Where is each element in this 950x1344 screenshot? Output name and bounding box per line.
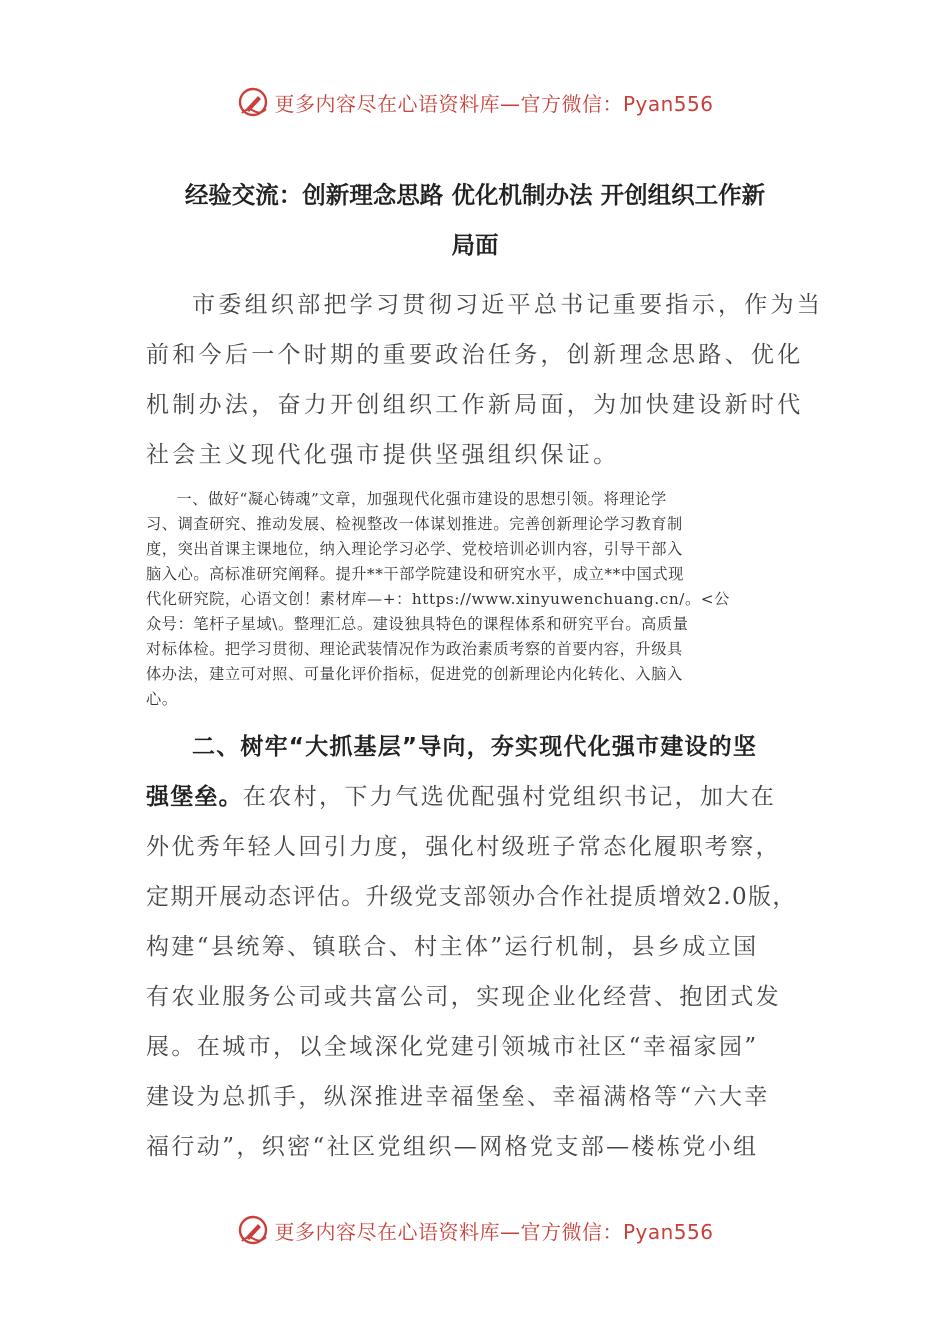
- section-2-line: 有农业服务公司或共富公司，实现企业化经营、抱团式发: [146, 984, 781, 1010]
- section-1-line: 对标体检。把学习贯彻、理论武装情况作为政治素质考察的首要内容，升级具: [146, 640, 683, 658]
- header-banner-text: 更多内容尽在心语资料库—官方微信：Pyan556: [274, 91, 714, 116]
- section-2-line: 建设为总抓手，纵深推进幸福堡垒、幸福满格等“六大幸: [146, 1084, 770, 1110]
- pen-logo-icon: [236, 1213, 270, 1247]
- section-1-line: 习、调查研究、推动发展、检视整改一体谋划推进。完善创新理论学习教育制: [146, 515, 683, 533]
- section-1-line: 体办法，建立可对照、可量化评价指标，促进党的创新理论内化转化、入脑入: [146, 665, 683, 683]
- section-2-heading-end: 强堡垒。: [146, 784, 243, 810]
- section-1-line: 心。: [146, 690, 178, 708]
- section-1-paragraph: [146, 487, 812, 712]
- intro-line: 市委组织部把学习贯彻习近平总书记重要指示，作为当: [192, 292, 824, 318]
- document-title-line-2: 局面: [451, 231, 499, 259]
- section-2-heading: 二、树牢“大抓基层”导向，夯实现代化强市建设的坚: [192, 734, 758, 760]
- footer-banner: [0, 1210, 950, 1250]
- section-1-line: 一、做好“凝心铸魂”文章，加强现代化强市建设的思想引领。将理论学: [176, 490, 667, 508]
- intro-line: 机制办法，奋力开创组织工作新局面，为加快建设新时代: [146, 392, 804, 418]
- intro-line: 前和今后一个时期的重要政治任务，创新理念思路、优化: [146, 342, 804, 368]
- section-2-line: 外优秀年轻人回引力度，强化村级班子常态化履职考察，: [146, 834, 781, 860]
- section-2-paragraph: [146, 722, 812, 1172]
- section-2-line: 福行动”，织密“社区党组织—网格党支部—楼栋党小组: [146, 1134, 759, 1160]
- intro-line: 社会主义现代化强市提供坚强组织保证。: [146, 442, 620, 468]
- footer-banner-text: 更多内容尽在心语资料库—官方微信：Pyan556: [274, 1219, 714, 1244]
- section-1-line: 众号：笔杆子星域\。整理汇总。建设独具特色的课程体系和研究平台。高质量: [146, 615, 689, 633]
- section-2-line: 定期开展动态评估。升级党支部领办合作社提质增效2.0版，: [146, 884, 797, 910]
- section-1-line: 代化研究院，心语文创！素材库—+：https://www.xinyuwenchuang.cn/。<公: [146, 590, 730, 608]
- section-2-line: 在农村，下力气选优配强村党组织书记，加大在: [242, 784, 777, 810]
- pen-logo-icon: [236, 85, 270, 119]
- section-2-line: 构建“县统筹、镇联合、村主体”运行机制，县乡成立国: [146, 934, 759, 960]
- document-title-line-1: 经验交流：创新理念思路 优化机制办法 开创组织工作新: [184, 181, 766, 209]
- intro-paragraph: [146, 280, 824, 480]
- section-1-line: 脑入心。高标准研究阐释。提升**干部学院建设和研究水平，成立**中国式现: [146, 565, 684, 583]
- section-1-line: 度，突出首课主课地位，纳入理论学习必学、党校培训必训内容，引导干部入: [146, 540, 683, 558]
- header-banner: [0, 82, 950, 122]
- section-2-line: 展。在城市，以全域深化党建引领城市社区“幸福家园”: [146, 1034, 759, 1060]
